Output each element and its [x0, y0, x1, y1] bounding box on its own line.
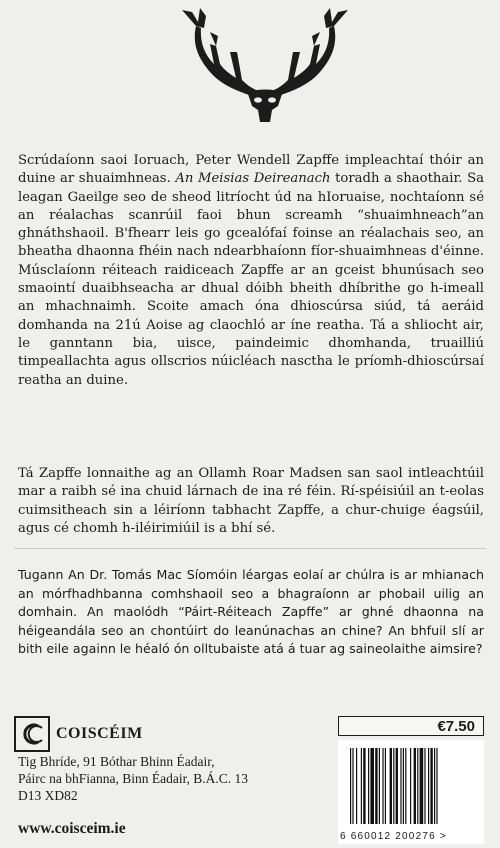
barcode-bar [379, 748, 380, 824]
divider [14, 548, 486, 549]
barcode-bar [420, 748, 424, 824]
barcode-bar [414, 748, 416, 824]
barcode-bar [400, 748, 401, 824]
barcode [338, 740, 484, 844]
barcode-digits: 6 660012 200276 > [340, 831, 447, 842]
paragraph-text: Tá Zapffe lonnaithe ag an Ollamh Roar Madsen san saol intleachtúil mar a raibh sé ina chuid lárnach de ina ré féin. Rí-spéisiúil an t-eolas cuimsitheach sin a léiríonn tabhacht Zapffe, a chur-chuige éagsúil, agus cé chomh h-iléirimiúil is a bhí sé. [18, 466, 484, 536]
barcode-bar [382, 748, 383, 824]
barcode-bar [410, 748, 411, 824]
barcode-bar [417, 748, 418, 824]
barcode-bar [430, 748, 432, 824]
paragraph-text: toradh a shaothair. Sa leagan Gaeilge seo de sheod litríocht úd na hIoruaise, nochtaíonn sé an réalachas scanrúil faoi bhun screamh “shuaimhneach”an ghnáthshaoil. B'fhearr leis go gcealófaí foinse an réalachais seo, an bheatha dhaonna fhéin nach ndearbhaíonn fíor-shuaimhneas d'éinne. Músclaíonn réiteach raidiceach Zapffe ar an gceist bhunúsach seo smaointí duaibhseacha ar dhual dóibh bheith dhíbrithe go h-imeall an mhachnaimh. Scoite amach óna dhioscúrsa siúd, tá aeráid domhanda na 21ú Aoise ag claochló ar íne reatha. Tá a shliocht air, le ganntann bia, uisce, paindeimic dhomhanda, truailliú timpeallachta agus ollscrios núicléach nasctha le príomh-dhioscúrsaí reatha an duine. [18, 171, 484, 388]
paragraph-text: Scrúdaíonn saoi Ioruach, Peter Wendell Zapffe impleachtaí thóir an duine ar shuaimhneas. [18, 153, 484, 187]
barcode-bar [393, 748, 394, 824]
barcode-bar [375, 748, 377, 824]
barcode-bars [350, 748, 474, 824]
price-label [338, 716, 484, 736]
barcode-bar [363, 748, 365, 824]
publisher-website-link[interactable]: www.coisceim.ie [18, 820, 126, 837]
barcode-bar [436, 748, 437, 824]
publisher-logo [14, 716, 143, 752]
publisher-name: COISCÉIM [56, 725, 143, 742]
barcode-bar [405, 748, 406, 824]
barcode-bar [361, 748, 362, 824]
description-paragraph-2 [18, 465, 484, 538]
barcode-bar [403, 748, 404, 824]
barcode-bar [424, 748, 425, 824]
barcode-bar [396, 748, 398, 824]
barcode-bar [390, 748, 392, 824]
barcode-bar [356, 748, 357, 824]
description-paragraph-3 [18, 566, 484, 659]
description-paragraph-1 [18, 152, 484, 390]
address-line: Páirc na bhFianna, Binn Éadair, B.Á.C. 13 [18, 771, 249, 786]
coisceim-c-logo-icon [14, 716, 50, 752]
address-line: D13 XD82 [18, 788, 78, 803]
stag-skull-antlers-icon [170, 6, 360, 124]
barcode-bar [368, 748, 369, 824]
barcode-bar [428, 748, 429, 824]
barcode-bar [350, 748, 351, 824]
barcode-bar [385, 748, 386, 824]
barcode-bar [434, 748, 435, 824]
address-line: Tig Bhríde, 91 Bóthar Bhinn Éadair, [18, 754, 215, 769]
price-value: €7.50 [437, 717, 475, 735]
publisher-address [18, 753, 248, 804]
barcode-bar [370, 748, 374, 824]
barcode-bar [352, 748, 353, 824]
book-title: An Meisias Deireanach [175, 171, 331, 187]
paragraph-text: Tugann An Dr. Tomás Mac Síomóin léargas eolaí ar chúlra is ar mhianach an mórfhadhbanna comhshaoil seo a bhagraíonn ar phobail uilig an domhain. An maolódh “Páirt-Réiteach Zapffe” ar ghné dhaonna na héigeandála seo an chontúirt do leanúnachas an chine? An bhfuil slí ar bith eile againn le héaló ón olltubaiste atá á tuar ag saineolaithe aimsire? [18, 567, 484, 657]
